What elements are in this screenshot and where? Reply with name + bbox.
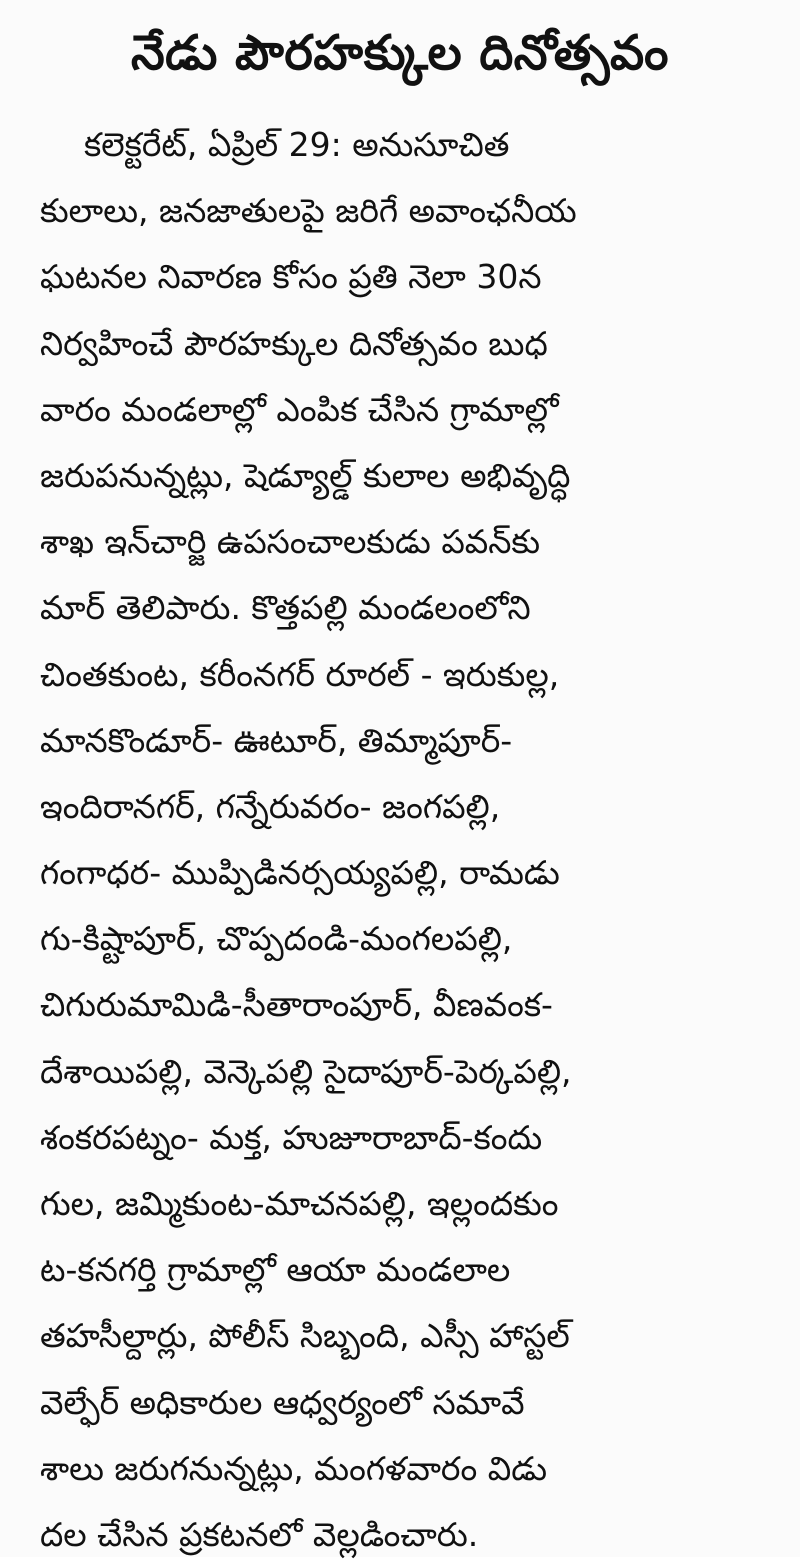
article-line: ఘటనల నివారణ కోసం ప్రతి నెలా 30న: [40, 257, 542, 297]
article-line: కలెక్టరేట్, ఏప్రిల్ 29: అనుసూచిత: [84, 125, 510, 164]
article-line: మార్ తెలిపారు. కొత్తపల్లి మండలంలోని: [40, 588, 531, 628]
article-line: గుల, జమ్మికుంట-మాచనపల్లి, ఇల్లందకుం: [40, 1184, 559, 1223]
article-line: శాలు జరుగనున్నట్లు, మంగళవారం విడు: [40, 1448, 548, 1488]
article-line: చింతకుంట, కరీంనగర్ రూరల్ - ఇరుకుల్ల,: [40, 654, 560, 694]
article-line: మానకొండూర్- ఊటూర్, తిమ్మాపూర్-: [40, 720, 513, 760]
article-line: దల చేసిన ప్రకటనలో వెల్లడించారు.: [40, 1514, 479, 1554]
article-line: గు-కిష్టాపూర్, చొప్పదండి-మంగలపల్లి,: [40, 919, 513, 959]
article-line: నిర్వహించే పౌరహక్కుల దినోత్సవం బుధ: [40, 323, 548, 363]
article-line: జరుపనున్నట్లు, షెడ్యూల్డ్ కులాల అభివృద్ధి: [40, 455, 571, 495]
article-line: ఇందిరానగర్, గన్నేరువరం- జంగపల్లి,: [40, 786, 501, 826]
article-line: కులాలు, జనజాతులపై జరిగే అవాంఛనీయ: [40, 191, 577, 231]
article-headline: నేడు పౌరహక్కుల దినోత్సవం: [130, 25, 670, 81]
article-line: చిగురుమామిడి-సీతారాంపూర్, వీణవంక-: [40, 985, 553, 1025]
article-body: [40, 112, 760, 1568]
article-line: శాఖ ఇన్‌చార్జి ఉపసంచాలకుడు పవన్‌కు: [40, 522, 541, 562]
article-line: గంగాధర- ముప్పిడినర్సయ్యపల్లి, రామడు: [40, 853, 560, 893]
article-line: వెల్ఫేర్ అధికారుల ఆధ్వర్యంలో సమావే: [40, 1382, 525, 1422]
article-line: శంకరపట్నం- మక్త, హుజూరాబాద్-కందు: [40, 1117, 543, 1157]
article-line: తహసీల్దార్లు, పోలీస్ సిబ్బంది, ఎస్సీ హాస్టల్: [40, 1316, 570, 1356]
article-line: వారం మండలాల్లో ఎంపిక చేసిన గ్రామాల్లో: [40, 389, 559, 429]
article-line: దేశాయిపల్లి, వెన్కెపల్లి సైదాపూర్-పెర్కపల్లి,: [40, 1051, 572, 1091]
article-line: ట-కనగర్తి గ్రామాల్లో ఆయా మండలాల: [40, 1250, 511, 1290]
